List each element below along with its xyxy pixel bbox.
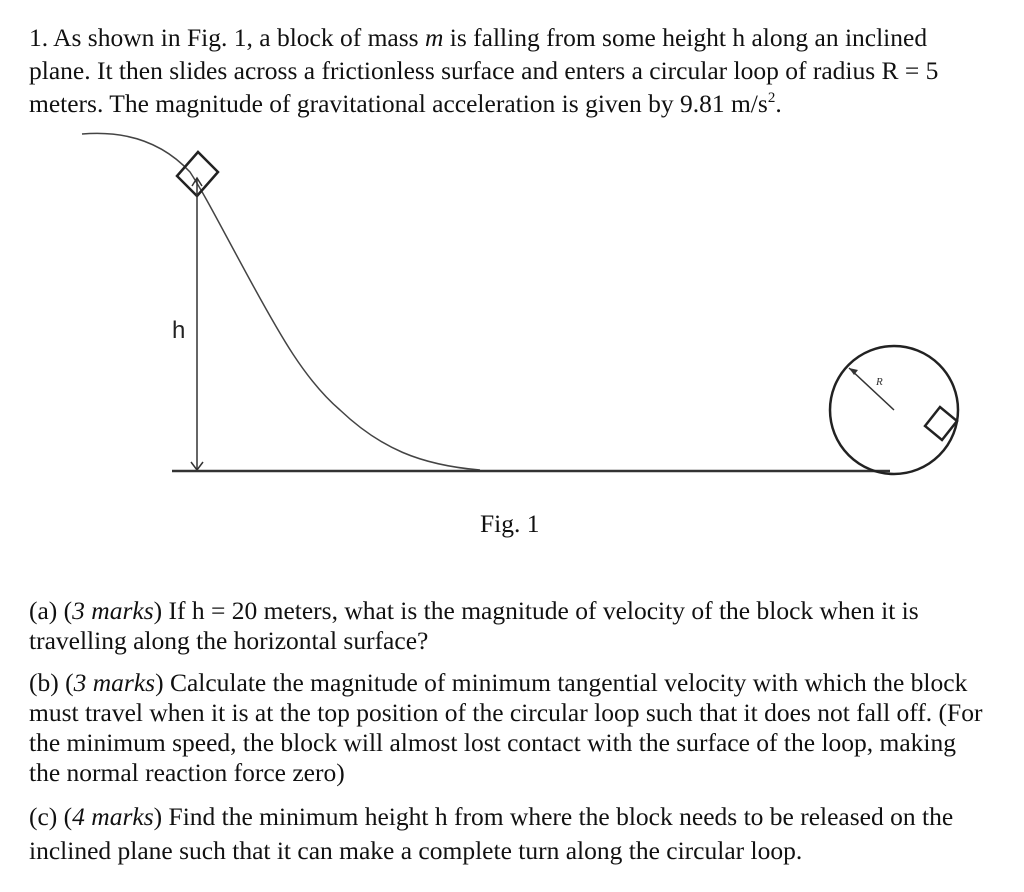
problem-line-3: meters. The magnitude of gravitational acceleration is given by 9.81 $m/s^2$. (29, 89, 782, 118)
figure-1-diagram (0, 120, 1024, 540)
radius-arrow-head (849, 368, 858, 375)
problem-line-1: 1. As shown in Fig. 1, a block of mass m is falling from some height h along an inclined (29, 23, 928, 52)
question-c: (c) (4 marks) Find the minimum height h from where the block needs to be released on the inclined plane such that it can make a complete turn along the circular loop. (29, 802, 954, 865)
problem-line-2: plane. It then slides across a frictionless surface and enters a circular loop of radius R = 5 (29, 56, 939, 85)
question-b: (b) (3 marks) Calculate the magnitude of minimum tangential velocity with which the block must travel when it is at the top position of the circular loop such that it does not fall off. (For the minimum speed, the block will almost lost contact with the surface of the loop, making the normal reaction force zero) (29, 668, 983, 787)
question-a: (a) (3 marks) If h = 20 meters, what is the magnitude of velocity of the block when it is travelling along the horizontal surface? (29, 596, 919, 655)
exponent: 2 (767, 90, 776, 106)
marks-a: 3 marks (72, 596, 154, 625)
height-label: h (172, 317, 186, 344)
marks-b: 3 marks (73, 668, 156, 697)
incline-curve (82, 133, 480, 470)
radius-arrow-line (849, 368, 894, 410)
radius-label: R (876, 376, 883, 388)
marks-c: 4 marks (72, 802, 154, 831)
problem-statement (29, 21, 989, 120)
figure-caption: Fig. 1 (480, 509, 540, 538)
mass-symbol: m (424, 23, 444, 52)
